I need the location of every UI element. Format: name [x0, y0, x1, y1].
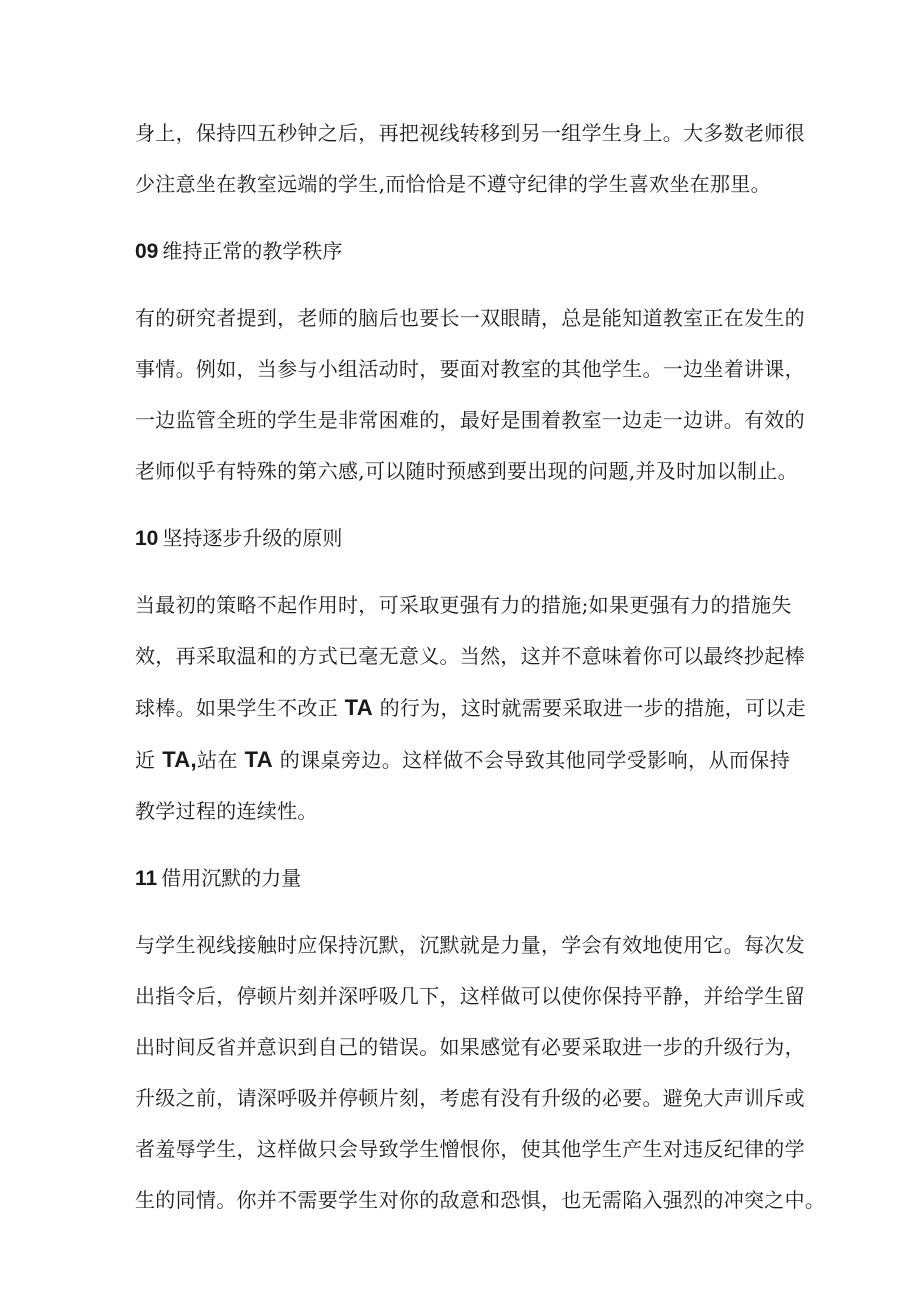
- text-run: 站在: [196, 748, 245, 772]
- section-title: 维持正常的教学秩序: [162, 239, 343, 263]
- paragraph-line: [135, 734, 790, 786]
- paragraph-line: 事情。例如，当参与小组活动时，要面对教室的其他学生。一边坐着讲课，: [135, 357, 805, 381]
- section-number: 10: [135, 527, 159, 550]
- body-paragraph: [135, 108, 805, 210]
- paragraph-line: 有的研究者提到，老师的脑后也要长一双眼睛，总是能知道教室正在发生的: [135, 306, 805, 330]
- section-heading: [135, 226, 790, 277]
- section-heading: [135, 513, 790, 564]
- spacer: [135, 564, 790, 580]
- paragraph-line: 出时间反省并意识到自己的错误。如果感觉有必要采取进一步的升级行为，: [135, 1035, 805, 1059]
- spacer: [135, 277, 790, 293]
- section-heading: [135, 853, 790, 904]
- section-title: 借用沉默的力量: [161, 866, 302, 890]
- paragraph-line: 一边监管全班的学生是非常困难的，最好是围着教室一边走一边讲。有效的: [135, 408, 805, 432]
- paragraph-line: 少注意坐在教室远端的学生,而恰恰是不遵守纪律的学生喜欢坐在那里。: [135, 172, 771, 196]
- bold-text-run: TA,: [162, 747, 197, 772]
- section-title: 坚持逐步升级的原则: [162, 526, 343, 550]
- body-paragraph: [135, 920, 826, 1226]
- bold-text-run: TA: [244, 747, 273, 772]
- paragraph-line: 身上，保持四五秒钟之后，再把视线转移到另一组学生身上。大多数老师很: [135, 121, 805, 145]
- paragraph-line: 效，再采取温和的方式已毫无意义。当然，这并不意味着你可以最终抄起棒: [135, 644, 805, 668]
- body-paragraph: [135, 580, 806, 837]
- text-run: 球棒。如果学生不改正: [135, 696, 345, 720]
- text-run: 的行为，这时就需要采取进一步的措施，可以走: [372, 696, 806, 720]
- document-page: [135, 108, 826, 1226]
- spacer: [135, 497, 790, 513]
- paragraph-line: [135, 682, 806, 734]
- spacer: [135, 210, 790, 226]
- text-run: 的课桌旁边。这样做不会导致其他同学受影响，从而保持: [272, 748, 790, 772]
- paragraph-line: 当最初的策略不起作用时，可采取更强有力的措施;如果更强有力的措施失: [135, 593, 792, 617]
- bold-text-run: TA: [344, 695, 373, 720]
- paragraph-line: 与学生视线接触时应保持沉默，沉默就是力量，学会有效地使用它。每次发: [135, 933, 805, 957]
- paragraph-line: 教学过程的连续性。: [135, 799, 318, 823]
- paragraph-line: 者羞辱学生，这样做只会导致学生憎恨你，使其他学生产生对违反纪律的学: [135, 1137, 805, 1161]
- paragraph-line: 出指令后，停顿片刻并深呼吸几下，这样做可以使你保持平静，并给学生留: [135, 984, 805, 1008]
- body-paragraph: [135, 293, 805, 497]
- paragraph-line: 老师似乎有特殊的第六感,可以随时预感到要出现的问题,并及时加以制止。: [135, 459, 798, 483]
- spacer: [135, 904, 790, 920]
- paragraph-line: 升级之前，请深呼吸并停顿片刻，考虑有没有升级的必要。避免大声训斥或: [135, 1086, 805, 1110]
- section-number: 09: [135, 240, 159, 263]
- spacer: [135, 837, 790, 853]
- text-run: 近: [135, 748, 163, 772]
- paragraph-line: 生的同情。你并不需要学生对你的敌意和恐惧，也无需陷入强烈的冲突之中。: [135, 1188, 826, 1212]
- section-number: 11: [135, 867, 158, 890]
